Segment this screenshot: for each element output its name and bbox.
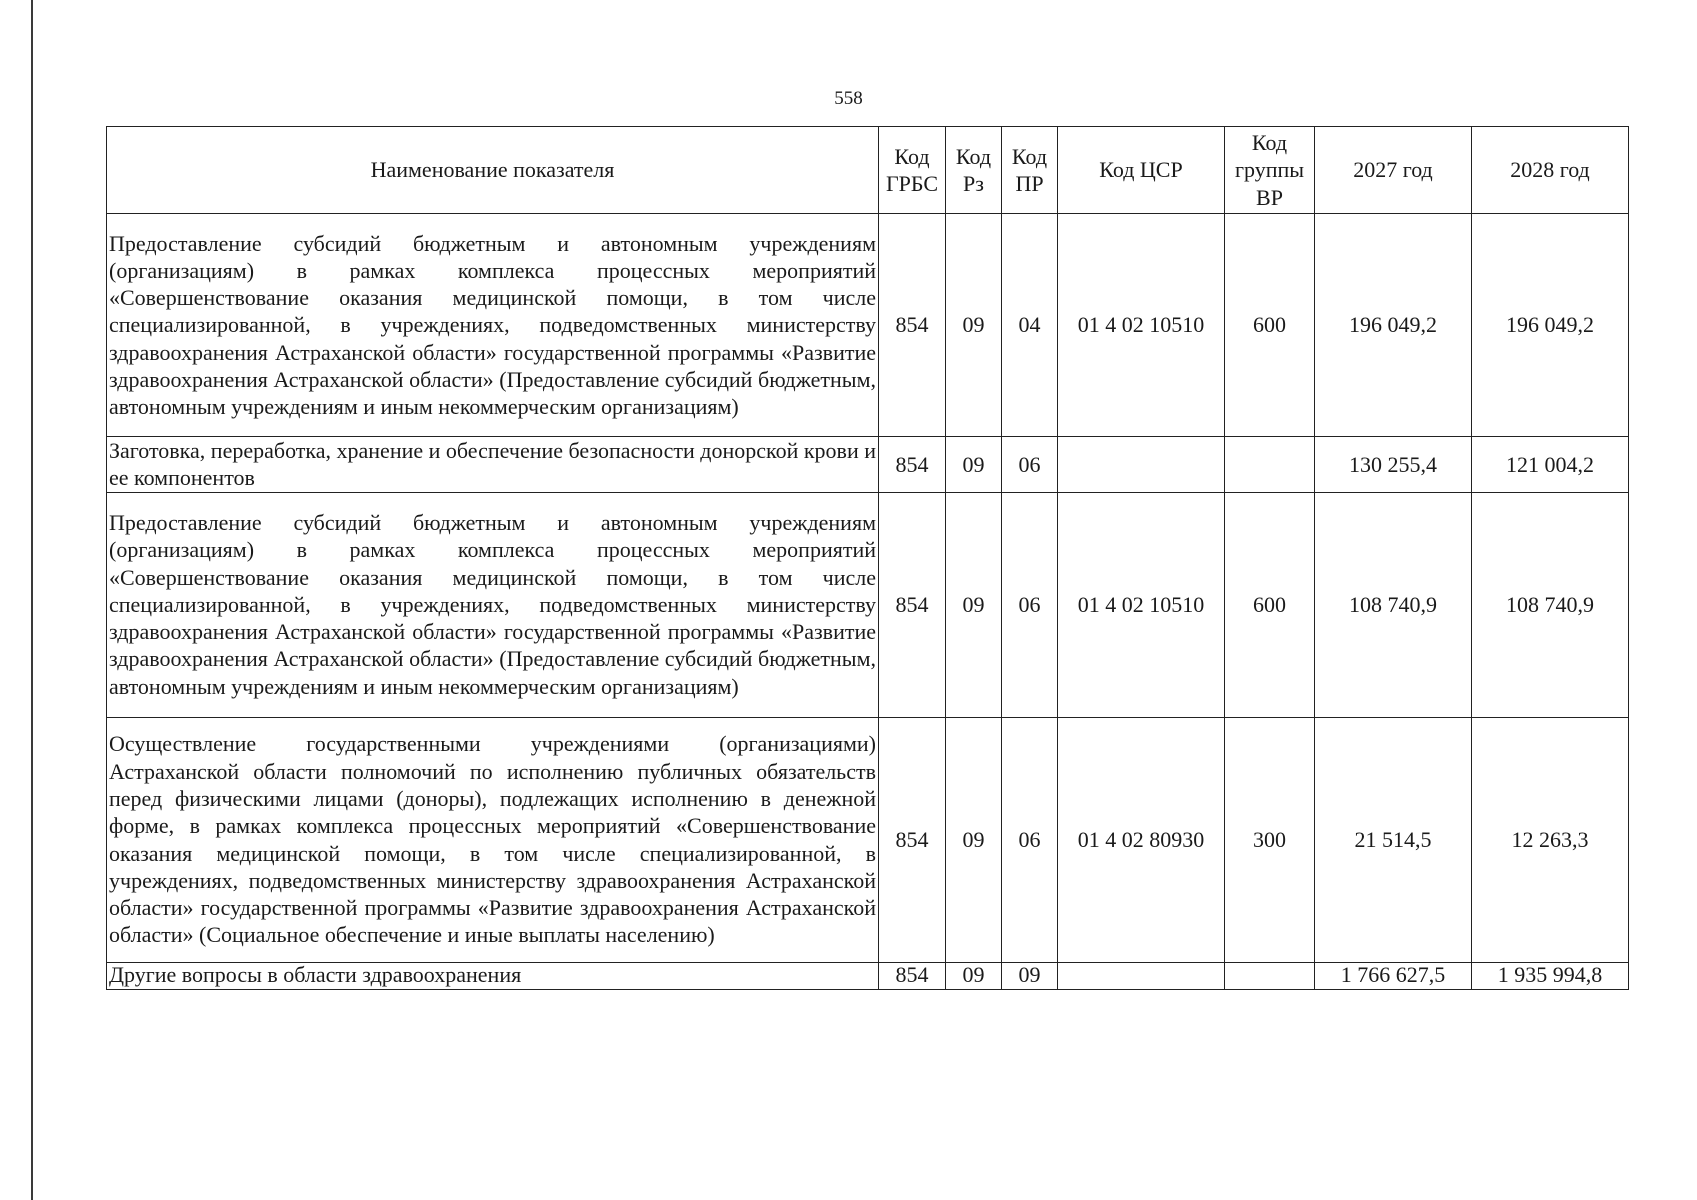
cell-2027: 1 766 627,5 [1315,962,1472,989]
cell-2028: 121 004,2 [1472,437,1629,493]
header-vr: Код группы ВР [1225,127,1315,214]
cell-vr [1225,962,1315,989]
cell-2028: 12 263,3 [1472,717,1629,962]
cell-name: Предоставление субсидий бюджетным и автономным учреждениям (организациям) в рамках комплекса процессных мероприятий «Совершенствование оказания медицинской помощи, в том числе специализированной, в учреждениях, подведомственных министерству здравоохранения Астраханской области» государственной программы «Развитие здравоохранения Астраханской области» (Предоставление субсидий бюджетным, автономным учреждениям и иным некоммерческим организациям) [107,214,879,437]
cell-pr: 06 [1002,717,1058,962]
cell-rz: 09 [946,437,1002,493]
header-2027: 2027 год [1315,127,1472,214]
cell-2028: 196 049,2 [1472,214,1629,437]
cell-pr: 09 [1002,962,1058,989]
cell-csr: 01 4 02 80930 [1058,717,1225,962]
budget-table [106,126,1629,990]
table-row [107,717,1629,962]
cell-rz: 09 [946,214,1002,437]
cell-rz: 09 [946,492,1002,717]
header-grbs: Код ГРБС [879,127,946,214]
cell-vr: 300 [1225,717,1315,962]
table-row [107,214,1629,437]
header-name: Наименование показателя [107,127,879,214]
cell-name: Другие вопросы в области здравоохранения [107,962,879,989]
cell-pr: 06 [1002,437,1058,493]
cell-pr: 06 [1002,492,1058,717]
cell-rz: 09 [946,717,1002,962]
table-header-row [107,127,1629,214]
cell-name: Заготовка, переработка, хранение и обеспечение безопасности донорской крови и ее компонентов [107,437,879,493]
cell-vr: 600 [1225,214,1315,437]
binding-edge-line [31,0,33,1200]
cell-2028: 108 740,9 [1472,492,1629,717]
header-2028: 2028 год [1472,127,1629,214]
cell-grbs: 854 [879,492,946,717]
cell-2027: 21 514,5 [1315,717,1472,962]
cell-grbs: 854 [879,717,946,962]
cell-vr: 600 [1225,492,1315,717]
cell-csr [1058,437,1225,493]
cell-pr: 04 [1002,214,1058,437]
cell-vr [1225,437,1315,493]
header-pr: Код ПР [1002,127,1058,214]
cell-grbs: 854 [879,214,946,437]
page-number: 558 [834,88,863,109]
cell-grbs: 854 [879,437,946,493]
cell-csr: 01 4 02 10510 [1058,214,1225,437]
cell-csr [1058,962,1225,989]
table-row [107,962,1629,989]
cell-csr: 01 4 02 10510 [1058,492,1225,717]
header-csr: Код ЦСР [1058,127,1225,214]
cell-grbs: 854 [879,962,946,989]
cell-2027: 130 255,4 [1315,437,1472,493]
header-rz: Код Рз [946,127,1002,214]
cell-name: Осуществление государственными учреждениями (организациями) Астраханской области полномочий по исполнению публичных обязательств перед физическими лицами (доноры), подлежащих исполнению в денежной форме, в рамках комплекса процессных мероприятий «Совершенствование оказания медицинской помощи, в том числе специализированной, в учреждениях, подведомственных министерству здравоохранения Астраханской области» государственной программы «Развитие здравоохранения Астраханской области» (Социальное обеспечение и иные выплаты населению) [107,717,879,962]
cell-rz: 09 [946,962,1002,989]
table-row [107,492,1629,717]
cell-2028: 1 935 994,8 [1472,962,1629,989]
cell-2027: 196 049,2 [1315,214,1472,437]
cell-2027: 108 740,9 [1315,492,1472,717]
table-row [107,437,1629,493]
cell-name: Предоставление субсидий бюджетным и автономным учреждениям (организациям) в рамках комплекса процессных мероприятий «Совершенствование оказания медицинской помощи, в том числе специализированной, в учреждениях, подведомственных министерству здравоохранения Астраханской области» государственной программы «Развитие здравоохранения Астраханской области» (Предоставление субсидий бюджетным, автономным учреждениям и иным некоммерческим организациям) [107,492,879,717]
